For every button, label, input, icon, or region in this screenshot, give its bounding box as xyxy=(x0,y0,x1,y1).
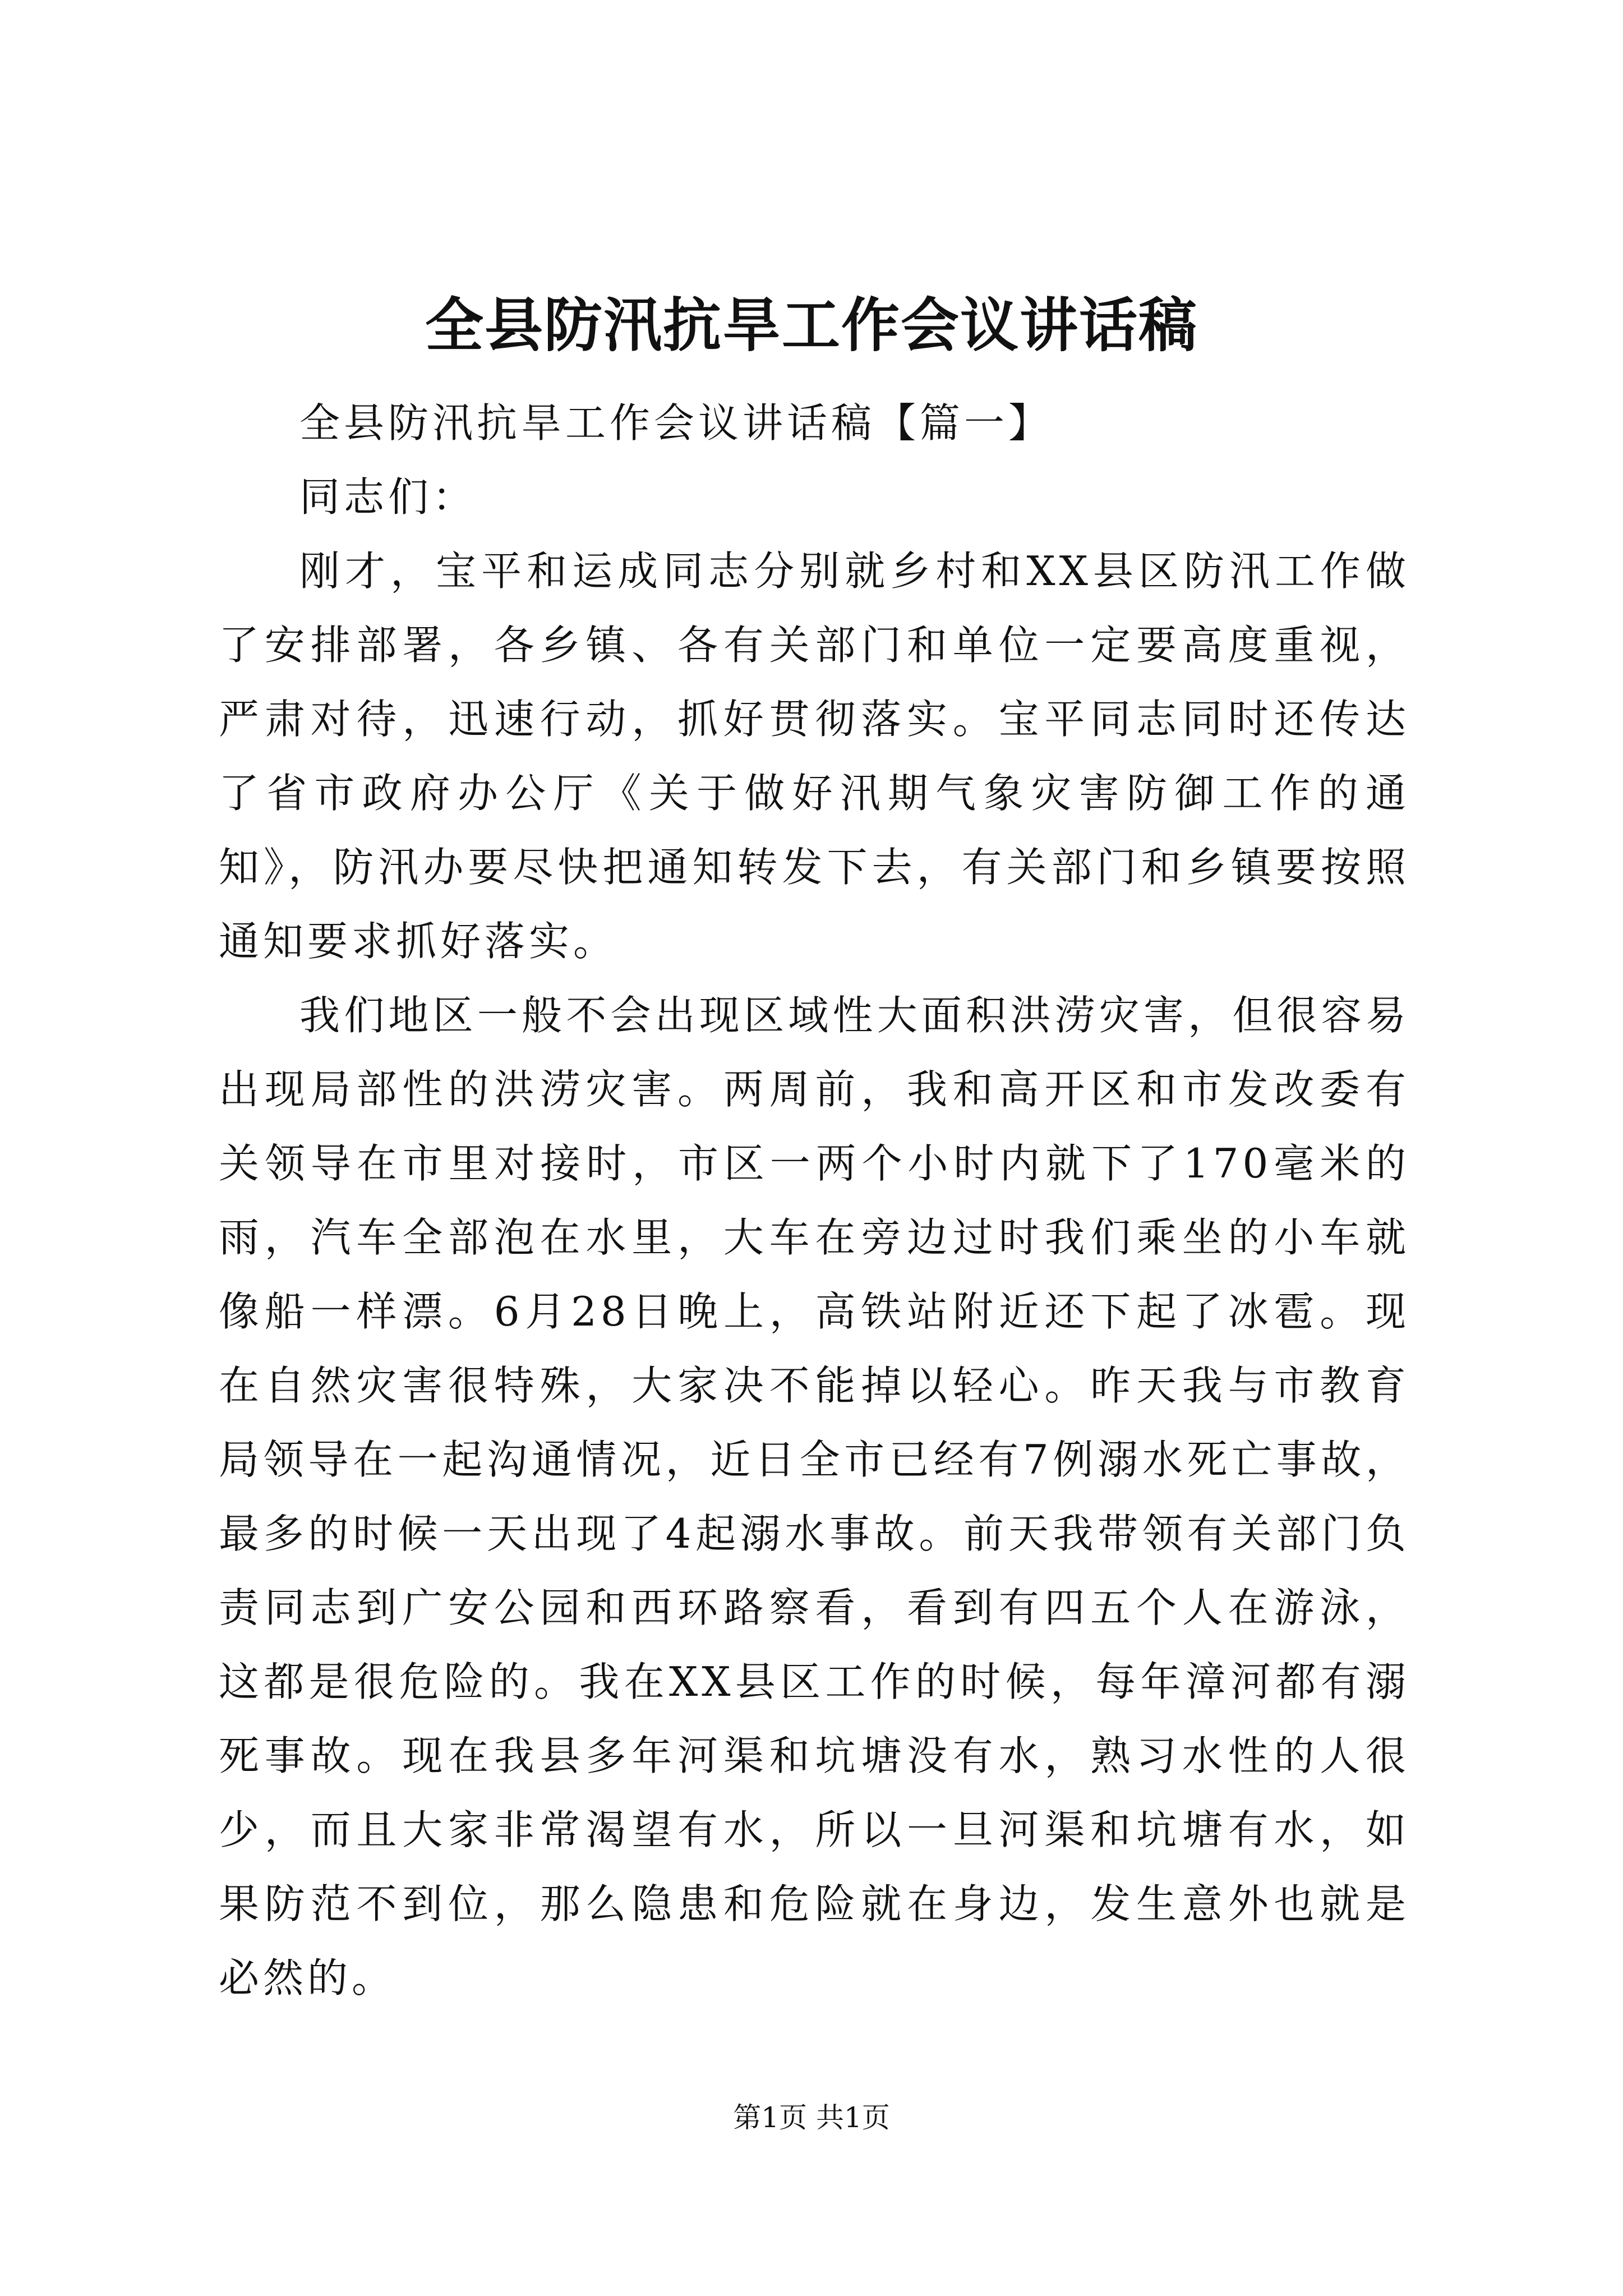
section-heading: 全县防汛抗旱工作会议讲话稿【篇一】 xyxy=(299,399,1053,447)
page-number-footer: 第1页 共1页 xyxy=(733,2101,890,2134)
document-title: 全县防汛抗旱工作会议讲话稿 xyxy=(425,291,1198,360)
body-paragraph: 刚才，宝平和运成同志分别就乡村和XX县区防汛工作做了安排部署，各乡镇、各有关部门和单位一定要高度重视，严肃对待，迅速行动，抓好贯彻落实。宝平同志同时还传达了省市政府办公厅《关于做好汛期气象灾害防御工作的通知》，防汛办要尽快把通知转发下去，有关部门和乡镇要按照通知要求抓好落实。 xyxy=(219,547,1410,965)
salutation: 同志们： xyxy=(299,473,477,521)
document-body xyxy=(219,386,1410,2015)
body-paragraph: 我们地区一般不会出现区域性大面积洪涝灾害，但很容易出现局部性的洪涝灾害。两周前，我和高开区和市发改委有关领导在市里对接时，市区一两个小时内就下了170毫米的雨，汽车全部泡在水里，大车在旁边过时我们乘坐的小车就像船一样漂。6月28日晚上，高铁站附近还下起了冰雹。现在自然灾害很特殊，大家决不能掉以轻心。昨天我与市教育局领导在一起沟通情况，近日全市已经有7例溺水死亡事故，最多的时候一天出现了4起溺水事故。前天我带领有关部门负责同志到广安公园和西环路察看，看到有四五个人在游泳，这都是很危险的。我在XX县区工作的时候，每年漳河都有溺死事故。现在我县多年河渠和坑塘没有水，熟习水性的人很少，而且大家非常渴望有水，所以一旦河渠和坑塘有水，如果防范不到位，那么隐患和危险就在身边，发生意外也就是必然的。 xyxy=(219,992,1410,2001)
